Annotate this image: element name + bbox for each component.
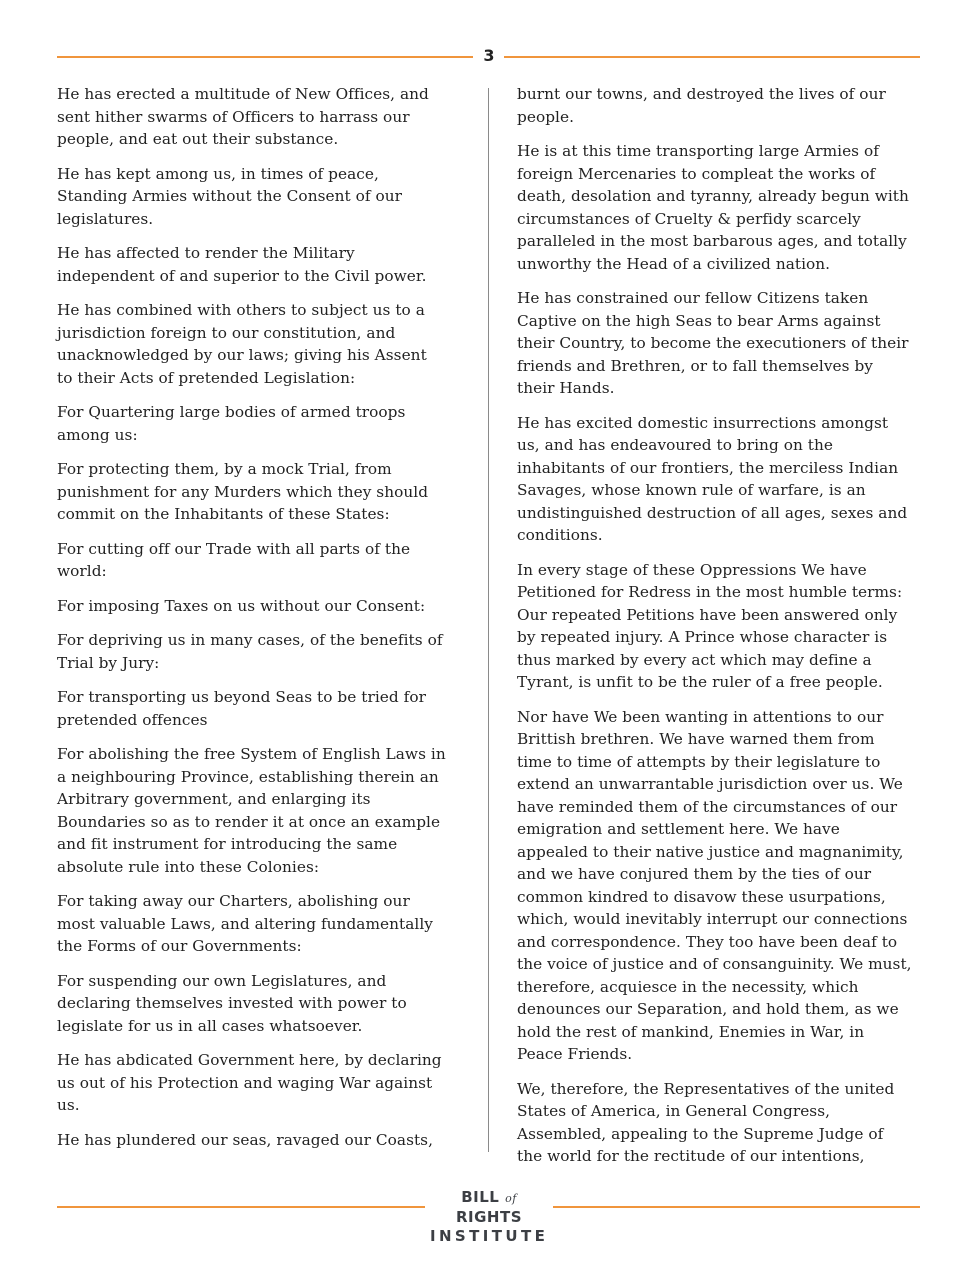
paragraph: He has erected a multitude of New Offices, and sent hither swarms of Officers to harrass our people, and eat out their substance. xyxy=(57,85,429,148)
paragraph: For cutting off our Trade with all parts of the world: xyxy=(57,539,411,580)
logo-line-1 xyxy=(430,1188,548,1226)
left-column xyxy=(57,83,447,1163)
logo-word-bill: BILL xyxy=(461,1188,500,1206)
paragraph: He has abdicated Government here, by declaring us out of his Protection and waging War against us. xyxy=(57,1051,442,1114)
paragraph: In every stage of these Oppressions We have Petitioned for Redress in the most humble terms: Our repeated Petitions have been answered only by repeated injury. A Prince whose character is thus marked by every act which may define a Tyrant, is unfit to be the ruler of a free people. xyxy=(517,560,903,691)
logo-word-rights: RIGHTS xyxy=(455,1208,523,1226)
header-rule-right xyxy=(504,56,920,58)
header-rule-left xyxy=(57,56,473,58)
paragraph: For imposing Taxes on us without our Consent: xyxy=(57,596,426,615)
paragraph: For suspending our own Legislatures, and declaring themselves invested with power to legislate for us in all cases whatsoever. xyxy=(57,971,407,1035)
paragraph: He has kept among us, in times of peace, Standing Armies without the Consent of our legislatures. xyxy=(57,164,403,228)
paragraph: We, therefore, the Representatives of the united States of America, in General Congress, Assembled, appealing to the Supreme Judge of the world for the rectitude of our intentions, xyxy=(517,1079,895,1165)
bill-of-rights-institute-logo xyxy=(430,1188,548,1246)
paragraph: For abolishing the free System of English Laws in a neighbouring Province, establishing therein an Arbitrary government, and enlarging its Boundaries so as to render it at once an example and fit instrument for introducing the same absolute rule into these Colonies: xyxy=(57,745,446,876)
footer-rule-right xyxy=(553,1206,920,1208)
page-number: 3 xyxy=(483,46,495,65)
paragraph: He has excited domestic insurrections amongst us, and has endeavoured to bring on the inhabitants of our frontiers, the merciless Indian Savages, whose known rule of warfare, is an undistinguished destruction of all ages, sexes and conditions. xyxy=(517,413,908,544)
paragraph: For Quartering large bodies of armed troops among us: xyxy=(57,403,406,444)
footer-rule-left xyxy=(57,1206,425,1208)
paragraph: For taking away our Charters, abolishing our most valuable Laws, and altering fundamentally the Forms of our Governments: xyxy=(57,892,433,955)
logo-word-of: of xyxy=(505,1192,517,1205)
paragraph: He has constrained our fellow Citizens taken Captive on the high Seas to bear Arms against their Country, to become the executioners of their friends and Brethren, or to fall themselves by their Hands. xyxy=(517,289,909,397)
logo-line-2: INSTITUTE xyxy=(430,1227,549,1245)
paragraph: For depriving us in many cases, of the benefits of Trial by Jury: xyxy=(57,631,443,672)
paragraph: burnt our towns, and destroyed the lives of our people. xyxy=(517,85,886,126)
paragraph: Nor have We been wanting in attentions to our Brittish brethren. We have warned them from time to time of attempts by their legislature to extend an unwarrantable jurisdiction over us. We have reminded them of the circumstances of our emigration and settlement here. We have appealed to their native justice and magnanimity, and we have conjured them by the ties of our common kindred to disavow these usurpations, which, would inevitably interrupt our connections and correspondence. They too have been deaf to the voice of justice and of consanguinity. We must, therefore, acquiesce in the necessity, which denounces our Separation, and hold them, as we hold the rest of mankind, Enemies in War, in Peace Friends. xyxy=(517,707,912,1063)
paragraph: He is at this time transporting large Armies of foreign Mercenaries to compleat the works of death, desolation and tyranny, already begun with circumstances of Cruelty & perfidy scarcely paralleled in the most barbarous ages, and totally unworthy the Head of a civilized nation. xyxy=(517,142,909,273)
right-column xyxy=(517,83,912,1180)
column-divider xyxy=(488,88,489,1152)
paragraph: He has affected to render the Military independent of and superior to the Civil power. xyxy=(57,244,427,285)
paragraph: He has combined with others to subject us to a jurisdiction foreign to our constitution, and unacknowledged by our laws; giving his Assent to their Acts of pretended Legislation: xyxy=(57,301,427,387)
paragraph: For protecting them, by a mock Trial, from punishment for any Murders which they should commit on the Inhabitants of these States: xyxy=(57,460,429,523)
paragraph: He has plundered our seas, ravaged our Coasts, xyxy=(57,1130,433,1149)
paragraph: For transporting us beyond Seas to be tried for pretended offences xyxy=(57,688,426,729)
